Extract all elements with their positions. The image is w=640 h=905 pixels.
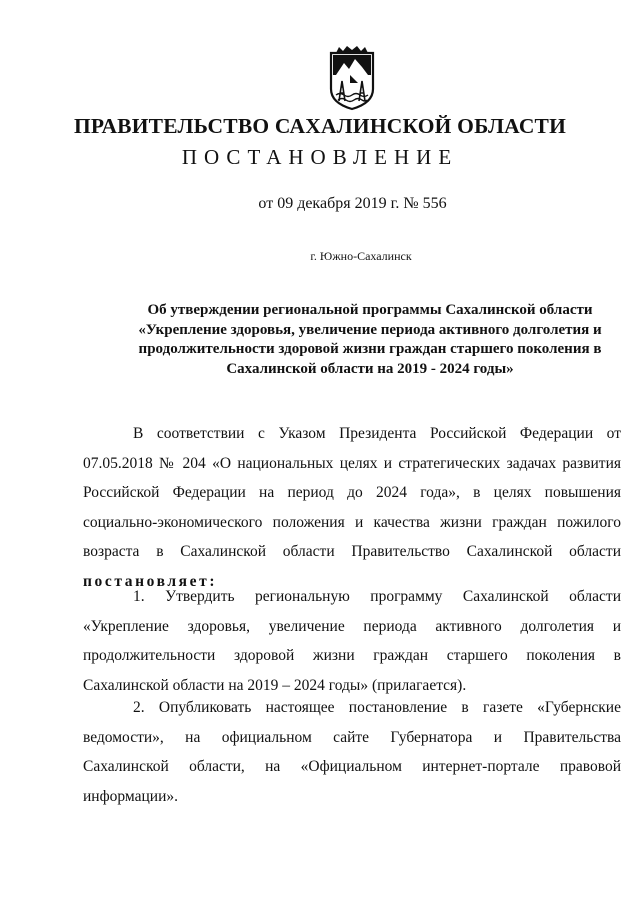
paragraph-line: возраста в Сахалинской области Правительство Сахалинской области bbox=[83, 543, 621, 560]
preamble-paragraph bbox=[83, 419, 621, 596]
paragraph-line: Сахалинской области на 2019 – 2024 годы» (прилагается). bbox=[83, 676, 467, 694]
paragraph-line: 07.05.2018 № 204 «О национальных целях и стратегических задачах развития bbox=[83, 454, 621, 472]
paragraph-line: информации». bbox=[83, 787, 178, 805]
paragraph-line: 1. Утвердить региональную программу Сахалинской области bbox=[133, 588, 621, 605]
paragraph-line: продолжительности здоровой жизни граждан старшего поколения в bbox=[83, 647, 621, 664]
item-1-paragraph bbox=[83, 582, 621, 700]
government-title: ПРАВИТЕЛЬСТВО САХАЛИНСКОЙ ОБЛАСТИ bbox=[73, 114, 567, 138]
document-type: ПОСТАНОВЛЕНИЕ bbox=[181, 145, 459, 169]
resolve-word: постановляет: bbox=[83, 572, 218, 590]
paragraph-line: В соответствии с Указом Президента Российской Федерации от bbox=[133, 425, 621, 442]
paragraph-line: Сахалинской области, на «Официальном интернет-портале правовой bbox=[83, 758, 621, 775]
document-date-number: от 09 декабря 2019 г. № 556 bbox=[258, 195, 447, 212]
sakhalin-coat-of-arms-icon bbox=[328, 45, 376, 111]
document-city: г. Южно-Сахалинск bbox=[310, 249, 412, 263]
paragraph-line: ведомости», на официальном сайте Губернатора и Правительства bbox=[83, 728, 621, 746]
subject-line: Сахалинской области на 2019 - 2024 годы» bbox=[226, 360, 514, 377]
paragraph-line: социально-экономического положения и качества жизни граждан пожилого bbox=[83, 513, 621, 531]
subject-line: «Укрепление здоровья, увеличение периода активного долголетия и bbox=[138, 321, 602, 338]
paragraph-line: Российской Федерации на период до 2024 года», в целях повышения bbox=[83, 484, 621, 501]
subject-line: продолжительности здоровой жизни граждан старшего поколения в bbox=[138, 341, 602, 357]
subject-line: Об утверждении региональной программы Сахалинской области bbox=[147, 302, 593, 318]
item-2-paragraph bbox=[83, 693, 621, 811]
paragraph-line: «Укрепление здоровья, увеличение периода активного долголетия и bbox=[83, 617, 621, 635]
document-subject bbox=[100, 301, 640, 379]
paragraph-line: 2. Опубликовать настоящее постановление в газете «Губернские bbox=[133, 699, 621, 716]
